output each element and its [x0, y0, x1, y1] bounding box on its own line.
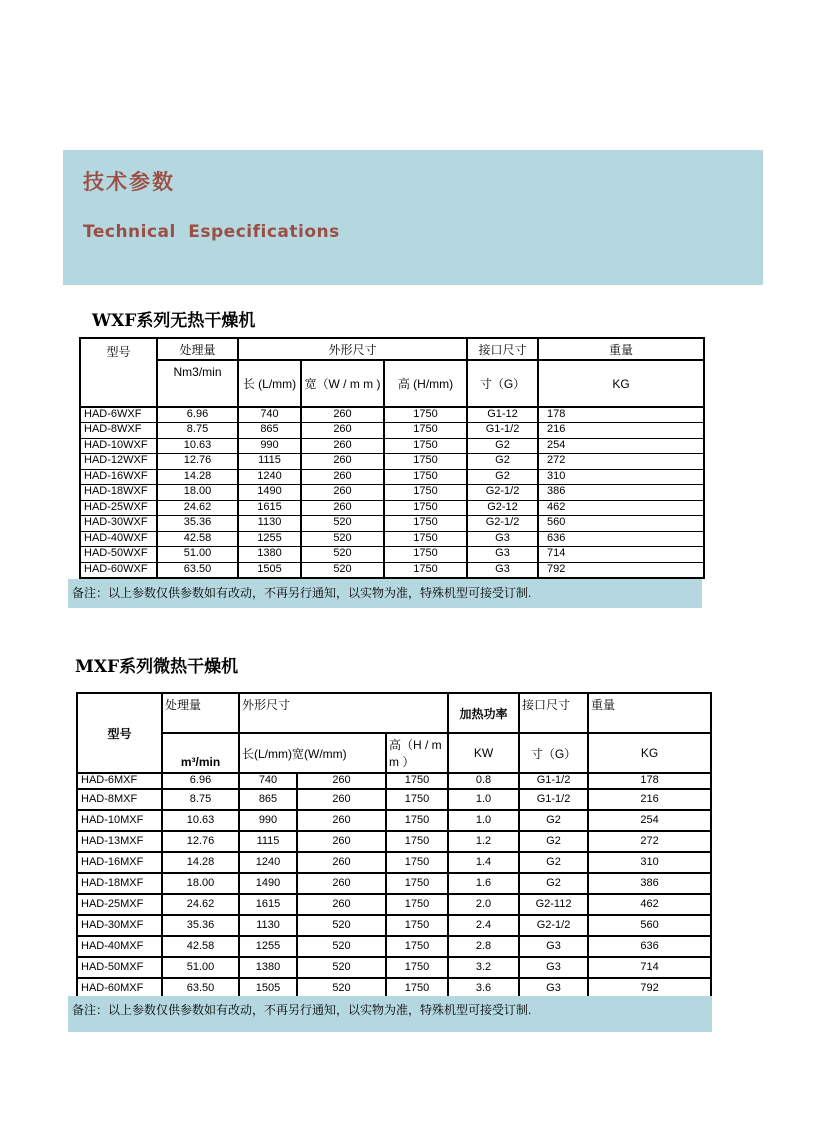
power-cell: 1.0 [448, 789, 519, 810]
mxf-col-power-unit: KW [448, 733, 519, 773]
length-cell: 1505 [238, 562, 301, 578]
weight-cell: 560 [588, 915, 711, 936]
model-cell: HAD-18MXF [77, 873, 162, 894]
capacity-cell: 12.76 [157, 454, 238, 470]
weight-cell: 254 [588, 810, 711, 831]
power-cell: 3.2 [448, 957, 519, 978]
mxf-note-bar: 备注：以上参数仅供参数如有改动，不再另行通知，以实物为准，特殊机型可接受订制. [68, 996, 712, 1032]
wxf-col-weight: 重量 [538, 338, 704, 360]
table-row [80, 423, 704, 439]
width-cell: 520 [301, 562, 384, 578]
height-cell: 1750 [386, 915, 448, 936]
weight-cell: 178 [588, 773, 711, 789]
length-cell: 865 [238, 423, 301, 439]
mxf-table-header [77, 693, 711, 773]
interface-cell: G3 [467, 531, 538, 547]
mxf-table-body [77, 773, 711, 999]
weight-cell: 792 [588, 978, 711, 999]
height-cell: 1750 [386, 789, 448, 810]
mxf-col-capacity-unit: m³/min [162, 733, 239, 773]
table-row [80, 407, 704, 423]
height-cell: 1750 [386, 773, 448, 789]
model-cell: HAD-16MXF [77, 852, 162, 873]
weight-cell: 310 [538, 469, 704, 485]
wxf-col-height: 高 (H/mm) [384, 360, 467, 407]
mxf-col-capacity: 处理量 [162, 693, 239, 733]
table-row [80, 562, 704, 578]
wxf-col-capacity: 处理量 [157, 338, 238, 360]
capacity-cell: 51.00 [157, 547, 238, 563]
length-cell: 740 [238, 407, 301, 423]
height-cell: 1750 [384, 500, 467, 516]
banner-title-en: Technical Especifications [83, 222, 340, 242]
capacity-cell: 10.63 [162, 810, 239, 831]
table-row [77, 957, 711, 978]
weight-cell: 462 [588, 894, 711, 915]
height-cell: 1750 [386, 894, 448, 915]
height-cell: 1750 [386, 810, 448, 831]
capacity-cell: 6.96 [162, 773, 239, 789]
length-cell: 1240 [239, 852, 297, 873]
wxf-col-interface: 接口尺寸 [467, 338, 538, 360]
width-cell: 260 [301, 423, 384, 439]
interface-cell: G3 [519, 936, 588, 957]
length-cell: 1130 [238, 516, 301, 532]
interface-cell: G3 [467, 562, 538, 578]
model-cell: HAD-60WXF [80, 562, 157, 578]
length-cell: 1615 [239, 894, 297, 915]
length-cell: 1115 [238, 454, 301, 470]
capacity-cell: 12.76 [162, 831, 239, 852]
table-row [80, 454, 704, 470]
model-cell: HAD-40WXF [80, 531, 157, 547]
table-row [80, 469, 704, 485]
table-row [77, 936, 711, 957]
wxf-col-capacity-unit: Nm3/min [157, 360, 238, 407]
wxf-col-dimensions: 外形尺寸 [238, 338, 467, 360]
table-row [77, 789, 711, 810]
height-cell: 1750 [384, 562, 467, 578]
power-cell: 1.4 [448, 852, 519, 873]
width-cell: 260 [301, 485, 384, 501]
model-cell: HAD-6WXF [80, 407, 157, 423]
length-cell: 1615 [238, 500, 301, 516]
length-cell: 1240 [238, 469, 301, 485]
capacity-cell: 51.00 [162, 957, 239, 978]
width-cell: 520 [301, 547, 384, 563]
interface-cell: G1-1/2 [519, 773, 588, 789]
height-cell: 1750 [384, 438, 467, 454]
weight-cell: 178 [538, 407, 704, 423]
mxf-col-height: 高（H / m m ） [386, 733, 448, 773]
height-cell: 1750 [384, 516, 467, 532]
power-cell: 2.4 [448, 915, 519, 936]
length-cell: 740 [239, 773, 297, 789]
table-row [80, 500, 704, 516]
interface-cell: G1-1/2 [519, 789, 588, 810]
length-cell: 1380 [238, 547, 301, 563]
model-cell: HAD-50WXF [80, 547, 157, 563]
mxf-col-weight: 重量 [588, 693, 711, 733]
capacity-cell: 6.96 [157, 407, 238, 423]
model-cell: HAD-8WXF [80, 423, 157, 439]
model-cell: HAD-8MXF [77, 789, 162, 810]
mxf-col-power: 加热功率 [448, 693, 519, 733]
interface-cell: G2 [467, 454, 538, 470]
height-cell: 1750 [386, 957, 448, 978]
height-cell: 1750 [384, 547, 467, 563]
banner-title-zh: 技术参数 [83, 170, 175, 194]
width-cell: 260 [297, 873, 386, 894]
mxf-col-dimensions: 外形尺寸 [239, 693, 448, 733]
power-cell: 3.6 [448, 978, 519, 999]
capacity-cell: 35.36 [157, 516, 238, 532]
weight-cell: 560 [538, 516, 704, 532]
model-cell: HAD-10WXF [80, 438, 157, 454]
interface-cell: G2-1/2 [519, 915, 588, 936]
weight-cell: 254 [538, 438, 704, 454]
width-cell: 260 [297, 810, 386, 831]
wxf-spec-table [79, 337, 705, 579]
width-cell: 260 [301, 438, 384, 454]
interface-cell: G2 [519, 852, 588, 873]
weight-cell: 272 [538, 454, 704, 470]
interface-cell: G2-12 [467, 500, 538, 516]
weight-cell: 386 [588, 873, 711, 894]
model-cell: HAD-30MXF [77, 915, 162, 936]
interface-cell: G2-112 [519, 894, 588, 915]
power-cell: 1.6 [448, 873, 519, 894]
model-cell: HAD-60MXF [77, 978, 162, 999]
table-row [77, 894, 711, 915]
width-cell: 260 [297, 894, 386, 915]
model-cell: HAD-18WXF [80, 485, 157, 501]
length-cell: 1255 [239, 936, 297, 957]
table-row [80, 485, 704, 501]
wxf-col-length: 长 (L/mm) [238, 360, 301, 407]
mxf-col-model: 型号 [77, 693, 162, 773]
interface-cell: G2 [467, 469, 538, 485]
interface-cell: G2 [519, 810, 588, 831]
width-cell: 260 [301, 454, 384, 470]
height-cell: 1750 [386, 936, 448, 957]
wxf-col-width: 宽（W / m m ) [301, 360, 384, 407]
length-cell: 990 [238, 438, 301, 454]
power-cell: 1.2 [448, 831, 519, 852]
length-cell: 1490 [239, 873, 297, 894]
interface-cell: G2-1/2 [467, 485, 538, 501]
table-row [77, 852, 711, 873]
height-cell: 1750 [386, 831, 448, 852]
length-cell: 990 [239, 810, 297, 831]
width-cell: 520 [301, 516, 384, 532]
mxf-col-interface-unit: 寸（G） [519, 733, 588, 773]
power-cell: 0.8 [448, 773, 519, 789]
model-cell: HAD-40MXF [77, 936, 162, 957]
interface-cell: G2 [519, 831, 588, 852]
model-cell: HAD-30WXF [80, 516, 157, 532]
interface-cell: G2 [467, 438, 538, 454]
power-cell: 1.0 [448, 810, 519, 831]
height-cell: 1750 [386, 873, 448, 894]
weight-cell: 636 [538, 531, 704, 547]
wxf-col-model: 型号 [80, 338, 157, 407]
mxf-col-interface: 接口尺寸 [519, 693, 588, 733]
weight-cell: 792 [538, 562, 704, 578]
wxf-col-interface-unit: 寸（G） [467, 360, 538, 407]
mxf-section-title: MXF系列微热干燥机 [75, 657, 239, 677]
wxf-col-weight-unit: KG [538, 360, 704, 407]
height-cell: 1750 [384, 407, 467, 423]
capacity-cell: 63.50 [157, 562, 238, 578]
weight-cell: 216 [538, 423, 704, 439]
width-cell: 260 [297, 831, 386, 852]
weight-cell: 462 [538, 500, 704, 516]
length-cell: 1490 [238, 485, 301, 501]
table-row [77, 915, 711, 936]
wxf-note-bar: 备注：以上参数仅供参数如有改动，不再另行通知，以实物为准，特殊机型可接受订制. [68, 579, 702, 608]
weight-cell: 386 [538, 485, 704, 501]
mxf-col-weight-unit: KG [588, 733, 711, 773]
table-row [80, 438, 704, 454]
capacity-cell: 14.28 [162, 852, 239, 873]
model-cell: HAD-12WXF [80, 454, 157, 470]
weight-cell: 714 [588, 957, 711, 978]
table-row [77, 873, 711, 894]
capacity-cell: 63.50 [162, 978, 239, 999]
model-cell: HAD-6MXF [77, 773, 162, 789]
capacity-cell: 10.63 [157, 438, 238, 454]
weight-cell: 636 [588, 936, 711, 957]
mxf-spec-table [76, 692, 712, 1000]
power-cell: 2.8 [448, 936, 519, 957]
mxf-col-length-width: 长(L/mm)宽(W/mm) [239, 733, 386, 773]
model-cell: HAD-13MXF [77, 831, 162, 852]
table-row [77, 773, 711, 789]
capacity-cell: 42.58 [162, 936, 239, 957]
width-cell: 260 [297, 789, 386, 810]
interface-cell: G3 [519, 957, 588, 978]
height-cell: 1750 [386, 852, 448, 873]
height-cell: 1750 [384, 423, 467, 439]
interface-cell: G1-12 [467, 407, 538, 423]
interface-cell: G3 [519, 978, 588, 999]
capacity-cell: 18.00 [157, 485, 238, 501]
length-cell: 1115 [239, 831, 297, 852]
height-cell: 1750 [386, 978, 448, 999]
height-cell: 1750 [384, 531, 467, 547]
table-row [80, 547, 704, 563]
table-row [80, 531, 704, 547]
table-row [77, 831, 711, 852]
weight-cell: 272 [588, 831, 711, 852]
capacity-cell: 18.00 [162, 873, 239, 894]
weight-cell: 714 [538, 547, 704, 563]
width-cell: 520 [301, 531, 384, 547]
wxf-table-header [80, 338, 704, 407]
capacity-cell: 24.62 [157, 500, 238, 516]
table-row [77, 810, 711, 831]
interface-cell: G2-1/2 [467, 516, 538, 532]
wxf-table-body [80, 407, 704, 578]
width-cell: 520 [297, 936, 386, 957]
width-cell: 520 [297, 915, 386, 936]
width-cell: 260 [301, 500, 384, 516]
interface-cell: G3 [467, 547, 538, 563]
width-cell: 260 [297, 773, 386, 789]
length-cell: 1380 [239, 957, 297, 978]
table-row [80, 516, 704, 532]
interface-cell: G2 [519, 873, 588, 894]
width-cell: 260 [301, 469, 384, 485]
width-cell: 520 [297, 978, 386, 999]
interface-cell: G1-1/2 [467, 423, 538, 439]
height-cell: 1750 [384, 454, 467, 470]
length-cell: 1130 [239, 915, 297, 936]
length-cell: 865 [239, 789, 297, 810]
capacity-cell: 8.75 [162, 789, 239, 810]
header-banner [63, 150, 763, 285]
height-cell: 1750 [384, 469, 467, 485]
weight-cell: 216 [588, 789, 711, 810]
length-cell: 1255 [238, 531, 301, 547]
model-cell: HAD-50MXF [77, 957, 162, 978]
width-cell: 260 [301, 407, 384, 423]
power-cell: 2.0 [448, 894, 519, 915]
model-cell: HAD-10MXF [77, 810, 162, 831]
height-cell: 1750 [384, 485, 467, 501]
width-cell: 260 [297, 852, 386, 873]
length-cell: 1505 [239, 978, 297, 999]
capacity-cell: 35.36 [162, 915, 239, 936]
capacity-cell: 42.58 [157, 531, 238, 547]
capacity-cell: 14.28 [157, 469, 238, 485]
model-cell: HAD-25MXF [77, 894, 162, 915]
capacity-cell: 8.75 [157, 423, 238, 439]
width-cell: 520 [297, 957, 386, 978]
wxf-section-title: WXF系列无热干燥机 [92, 311, 256, 331]
model-cell: HAD-25WXF [80, 500, 157, 516]
weight-cell: 310 [588, 852, 711, 873]
model-cell: HAD-16WXF [80, 469, 157, 485]
capacity-cell: 24.62 [162, 894, 239, 915]
